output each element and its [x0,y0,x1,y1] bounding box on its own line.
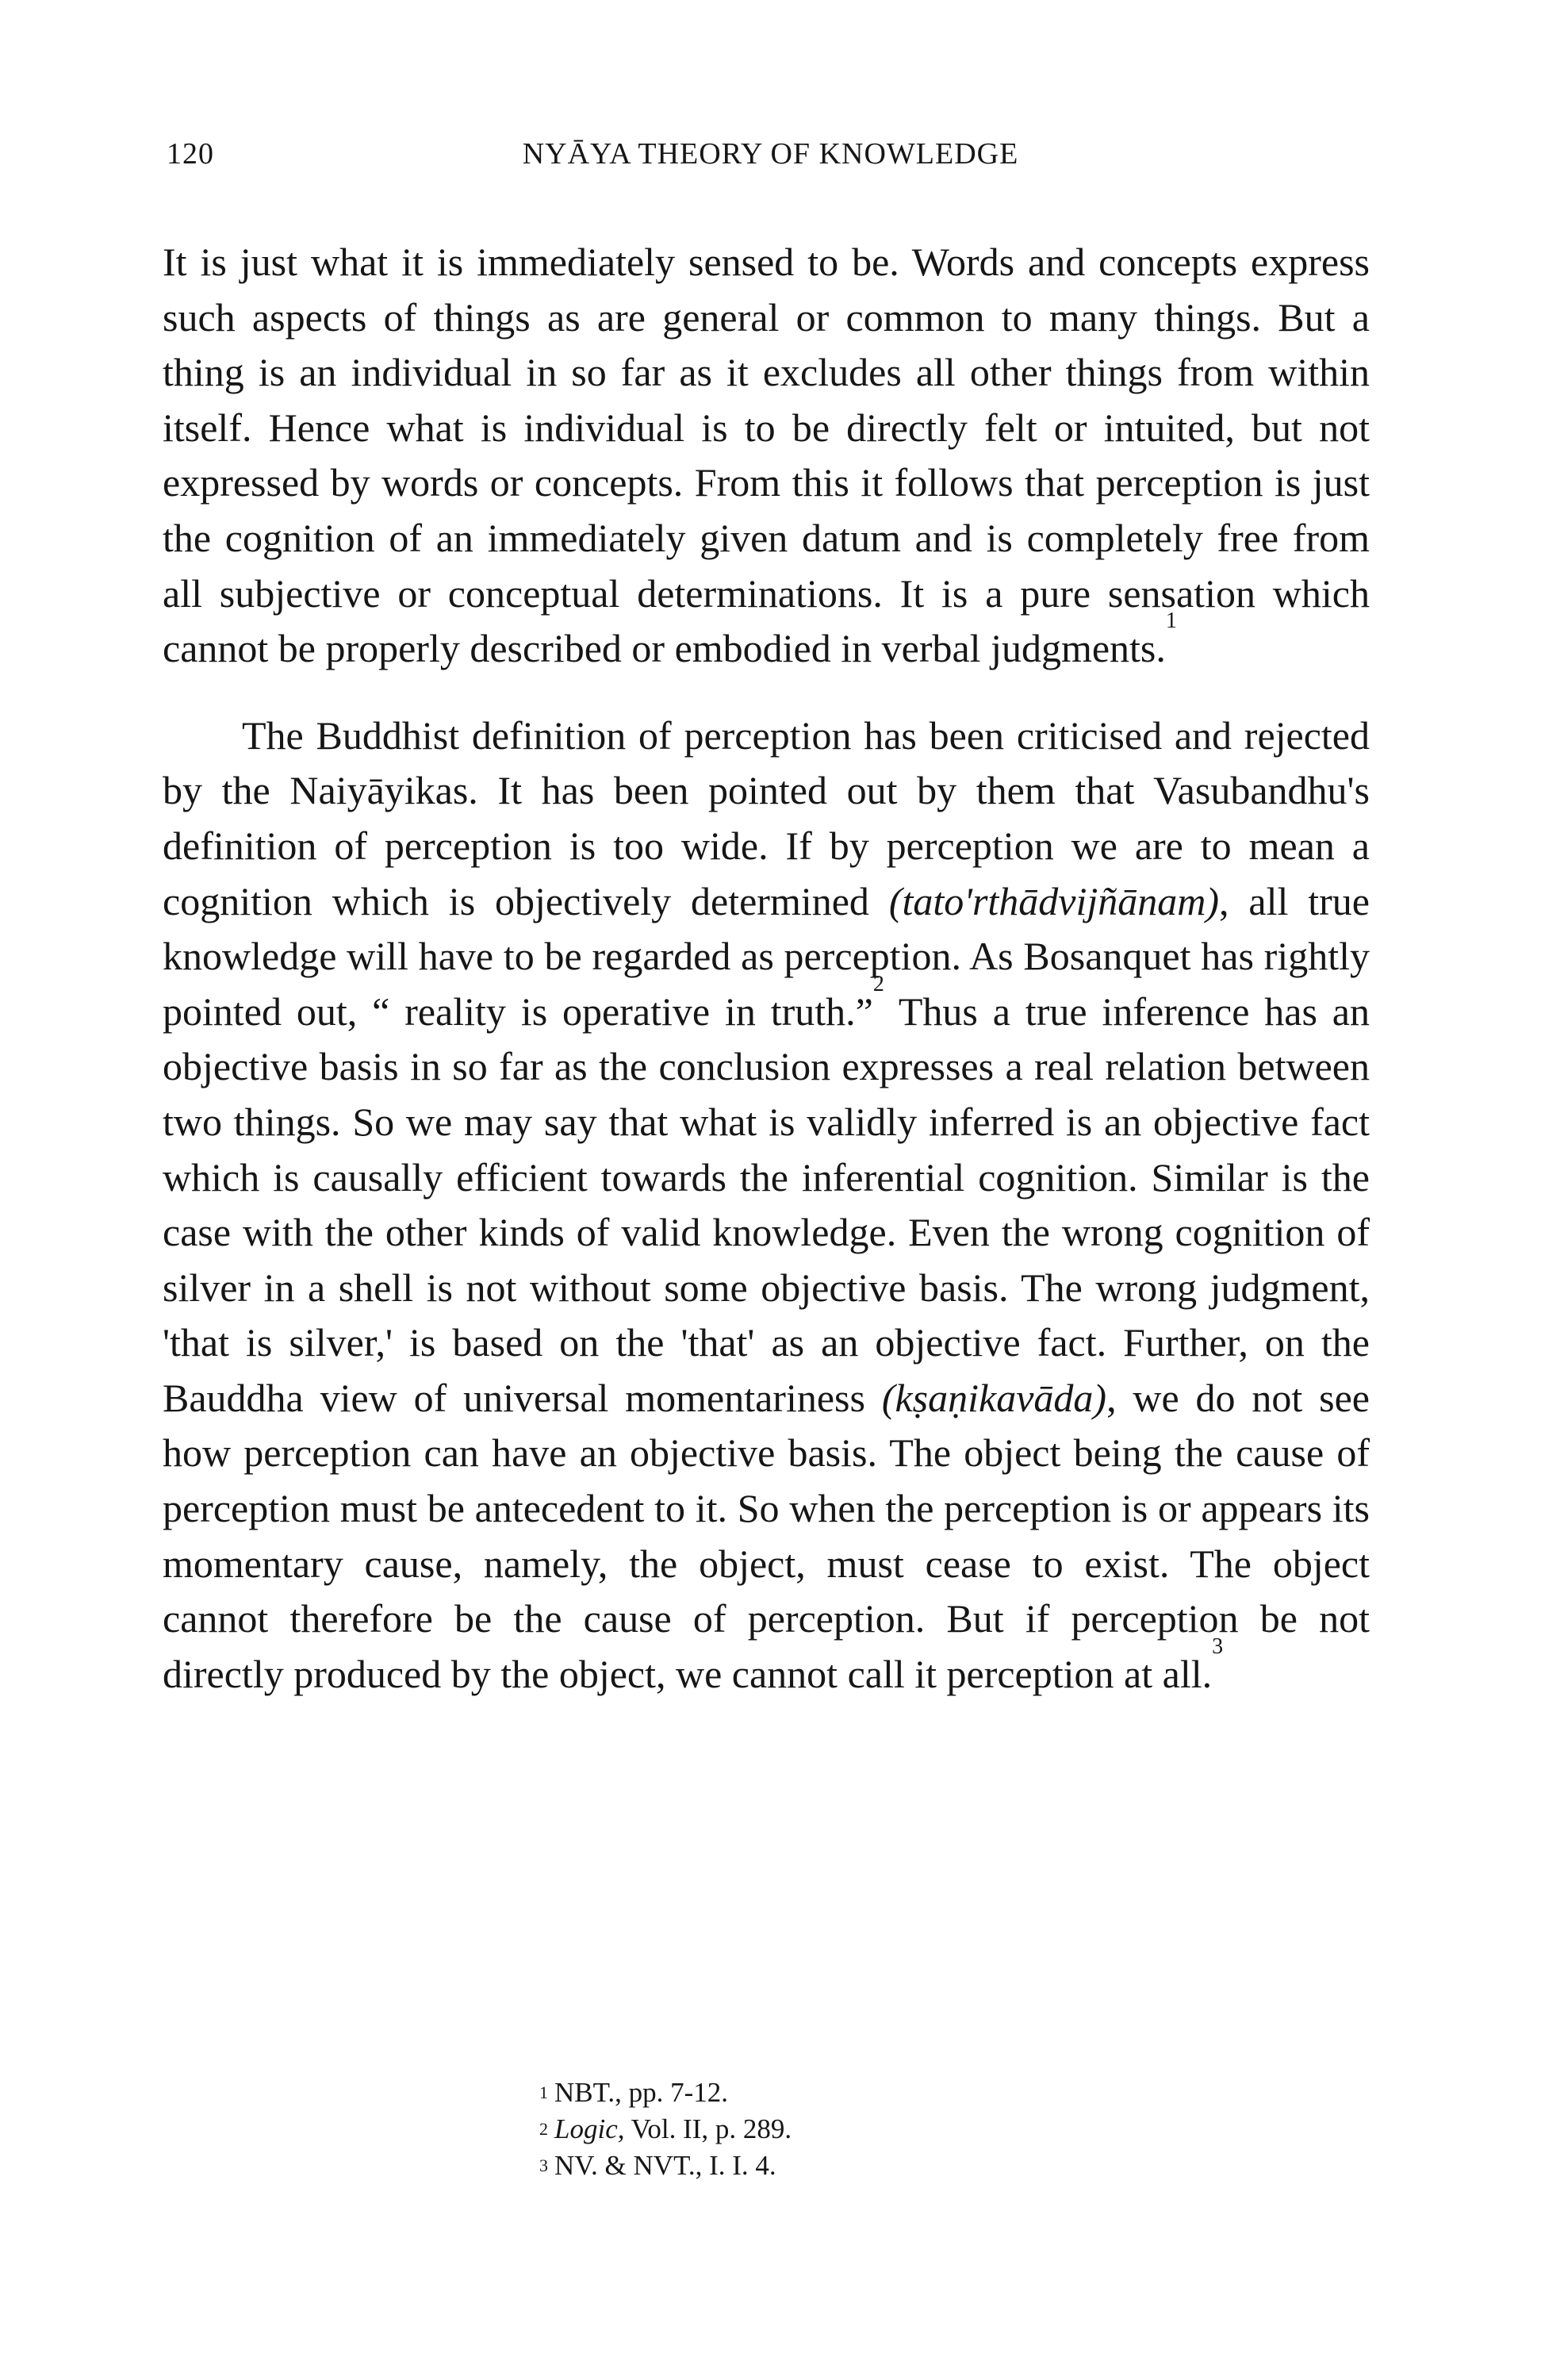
footnote-text: NV. & NVT., I. I. 4. [554,2150,776,2181]
paragraph-1 [163,235,1370,677]
footnote-mark: 3 [539,2155,548,2175]
sanskrit-term-tatorthadvijnanam: (tato'rthādvijñānam) [888,878,1220,923]
running-head [167,136,1374,184]
footnote-mark: 1 [539,2082,548,2102]
sanskrit-term-ksanikavada: (kṣaṇikavāda) [881,1375,1107,1420]
page-number: 120 [167,137,214,171]
footnote-title: Logic, [554,2113,625,2144]
paragraph-1-text: It is just what it is immediately sensed to be. Words and concepts express such aspects of things as are general or common to many things. But a thing is an individual in so far as it excludes all other things from within itself. Hence what is individual is to be directly felt or intuited, but not expressed by words or concepts. From this it follows that perception is just the cognition of an immediately given datum and is completely free from all subjective or conceptual determinations. It is a pure sensation which cannot be properly described or embodied in verbal judgments. [163,240,1370,671]
footnote-mark: 2 [539,2119,548,2139]
paragraph-2-part-1: The Buddhist definition of perception has been criticised and rejected by the Naiyāyikas. It has been pointed out by them that Vasubandhu's definition of perception is too wide. If by perception we are to mean a cognition which is objectively determined [163,712,1370,923]
footnote-ref-3: 3 [1212,1633,1224,1659]
paragraph-2-part-3: Thus a true inference has an objective basis in so far as the conclusion expresses a real relation between two things. So we may say that what is validly inferred is an objective fact which is causally efficient towards the inferential cognition. Similar is the case with the other kinds of valid knowledge. Even the wrong cognition of silver in a shell is not without some objective basis. The wrong judgment, 'that is silver,' is based on the 'that' as an objective fact. Further, on the Bauddha view of universal momentariness [163,988,1370,1420]
footnote-2 [539,2111,792,2148]
footnote-1 [539,2075,792,2111]
footnote-ref-1: 1 [1165,608,1177,634]
footnotes [539,2075,792,2184]
paragraph-2 [163,708,1370,1702]
body-text [163,235,1370,1702]
footnote-text: Vol. II, p. 289. [624,2113,792,2144]
paragraph-2-part-2: , all true knowledge will have to be regarded as perception. As Bosanquet has rightly pointed out, “ reality is operative in truth.” [163,878,1370,1034]
paragraph-2-part-4: , we do not see how perception can have an objective basis. The object being the cause of perception must be antecedent to it. So when the perception is or appears its momentary cause, namely, the object, must cease to exist. The object cannot therefore be the cause of perception. But if perception be not directly produced by the object, we cannot call it perception at all. [163,1375,1370,1696]
footnote-3 [539,2148,792,2184]
footnote-text: NBT., pp. 7-12. [554,2077,729,2108]
running-title: NYĀYA THEORY OF KNOWLEDGE [522,137,1019,171]
footnote-ref-2: 2 [872,971,884,996]
